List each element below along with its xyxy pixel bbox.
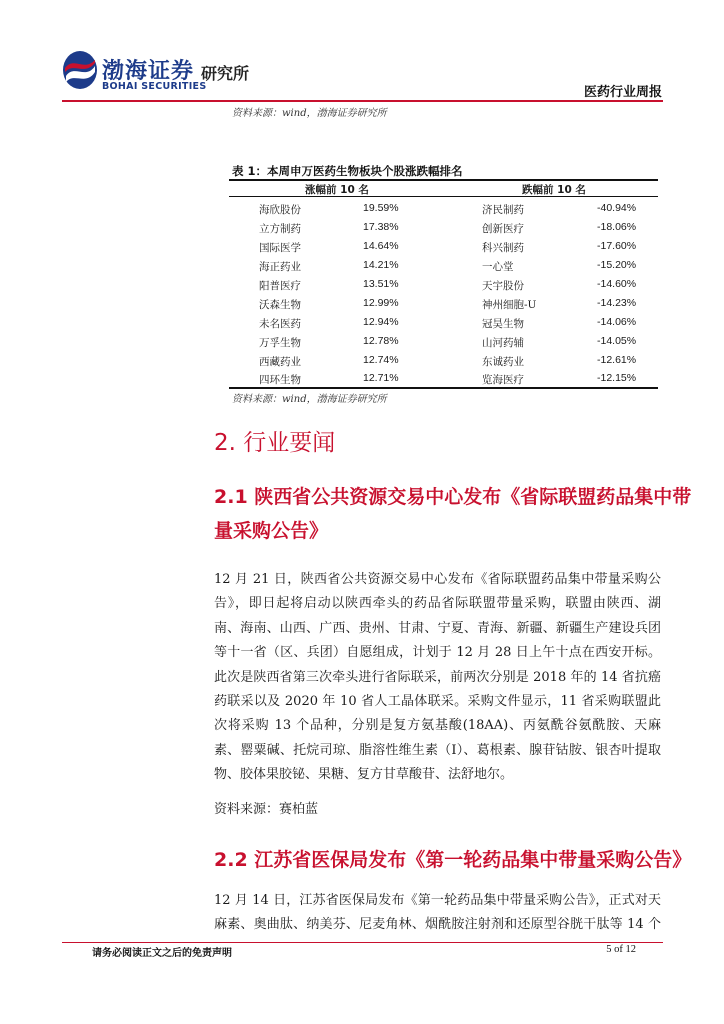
table-row (229, 313, 658, 332)
table-top-rule (229, 179, 658, 181)
report-type: 医药行业周报 (583, 85, 662, 100)
table-header-losers: 跌幅前 10 名 (522, 184, 586, 196)
gainer-name: 阳普医疗 (259, 280, 301, 292)
logo-english-name: BOHAI SECURITIES (102, 81, 207, 92)
table-row (229, 237, 658, 256)
loser-pct: -12.15% (597, 372, 637, 384)
gainer-name: 万孚生物 (259, 337, 301, 349)
gainer-name: 海欣股份 (259, 204, 301, 216)
source-note-top: 资料来源：wind，渤海证券研究所 (232, 108, 387, 119)
gainer-name: 国际医学 (259, 242, 301, 254)
table-row (229, 218, 658, 237)
section-heading: 2. 行业要闻 (214, 430, 336, 456)
subsection-2-1-heading-line2: 量采购公告》 (214, 520, 329, 542)
gainer-pct: 12.74% (363, 354, 399, 366)
gainer-pct: 14.64% (363, 240, 399, 252)
subsection-2-2-body: 12 月 14 日，江苏省医保局发布《第一轮药品集中带量采购公告》，正式对天麻素、奥曲肽、纳美芬、尼麦角林、烟酰胺注射剂和还原型谷胱干肽等 14 个 (214, 893, 661, 933)
gainer-name: 四环生物 (259, 374, 301, 386)
page-number: 5 of 12 (606, 944, 636, 955)
loser-pct: -15.20% (597, 259, 637, 271)
table-row (229, 369, 658, 388)
gainer-name: 西藏药业 (259, 356, 301, 368)
gainer-pct: 14.21% (363, 259, 399, 271)
table-source-note: 资料来源：wind，渤海证券研究所 (232, 394, 387, 405)
table-row (229, 275, 658, 294)
loser-pct: -14.60% (597, 278, 637, 290)
footer-divider (62, 942, 663, 943)
gainer-pct: 13.51% (363, 278, 399, 290)
loser-pct: -14.06% (597, 316, 637, 328)
logo-chinese-name: 渤海证券 (102, 59, 195, 84)
loser-name: 一心堂 (482, 261, 514, 273)
gainer-pct: 12.78% (363, 335, 399, 347)
gainer-pct: 12.99% (363, 297, 399, 309)
loser-name: 济民制药 (482, 204, 524, 216)
loser-name: 山河药辅 (482, 337, 524, 349)
loser-pct: -14.05% (597, 335, 637, 347)
table-header-gainers: 涨幅前 10 名 (305, 184, 369, 196)
institute-label: 研究所 (201, 64, 250, 83)
table-row (229, 294, 658, 313)
loser-name: 冠昊生物 (482, 318, 524, 330)
table-row (229, 256, 658, 275)
subsection-2-1-heading-line1: 2.1 陕西省公共资源交易中心发布《省际联盟药品集中带 (214, 486, 692, 508)
loser-name: 天宇股份 (482, 280, 524, 292)
bohai-logo-icon (62, 50, 98, 90)
gainer-name: 未名医药 (259, 318, 301, 330)
loser-name: 创新医疗 (482, 223, 524, 235)
loser-name: 神州细胞-U (482, 299, 537, 311)
subsection-2-1-body: 12 月 21 日，陕西省公共资源交易中心发布《省际联盟药品集中带量采购公告》，即日起将启动以陕西牵头的药品省际联盟带量采购，联盟由陕西、湖南、海南、山西、广西、贵州、甘肃、宁夏、青海、新疆、新疆生产建设兵团等十一省（区、兵团）自愿组成，计划于 12 月 28 日上午十点在西安开标。此次是陕西省第三次牵头进行省际联采，前两次分别是 2018 年的 14 省抗癌药联采以及 2020 年 10 省人工晶体联采。采购文件显示，11 省采购联盟此次将采购 13 个品种，分别是复方氨基酸(18AA)、丙氨酰谷氨酰胺、天麻素、罂粟碱、托烷司琼、脂溶性维生素（Ⅰ）、葛根素、腺苷钴胺、银杏叶提取物、胶体果胶铋、果糖、复方甘草酸苷、法舒地尔。 (214, 572, 661, 783)
loser-name: 览海医疗 (482, 374, 524, 386)
table-title: 表 1：本周申万医药生物板块个股涨跌幅排名 (232, 164, 463, 178)
subsection-2-2-heading: 2.2 江苏省医保局发布《第一轮药品集中带量采购公告》 (214, 849, 692, 871)
subsection-2-1-source: 资料来源：赛柏蓝 (214, 802, 319, 817)
loser-name: 科兴制药 (482, 242, 524, 254)
gainer-pct: 17.38% (363, 221, 399, 233)
loser-pct: -18.06% (597, 221, 637, 233)
loser-pct: -40.94% (597, 202, 637, 214)
gainer-pct: 12.94% (363, 316, 399, 328)
gainer-pct: 19.59% (363, 202, 399, 214)
table-row (229, 332, 658, 351)
table-bottom-rule (229, 387, 658, 389)
header-divider (62, 100, 663, 102)
brand-logo (62, 50, 292, 100)
table-row (229, 351, 658, 370)
loser-pct: -17.60% (597, 240, 637, 252)
footer-disclaimer: 请务必阅读正文之后的免责声明 (92, 948, 232, 959)
table-row (229, 199, 658, 218)
gainer-name: 沃森生物 (259, 299, 301, 311)
table-header-rule (229, 196, 658, 197)
gainer-pct: 12.71% (363, 372, 399, 384)
loser-pct: -14.23% (597, 297, 637, 309)
loser-pct: -12.61% (597, 354, 637, 366)
loser-name: 东诚药业 (482, 356, 524, 368)
gainer-name: 立方制药 (259, 223, 301, 235)
gainer-name: 海正药业 (259, 261, 301, 273)
